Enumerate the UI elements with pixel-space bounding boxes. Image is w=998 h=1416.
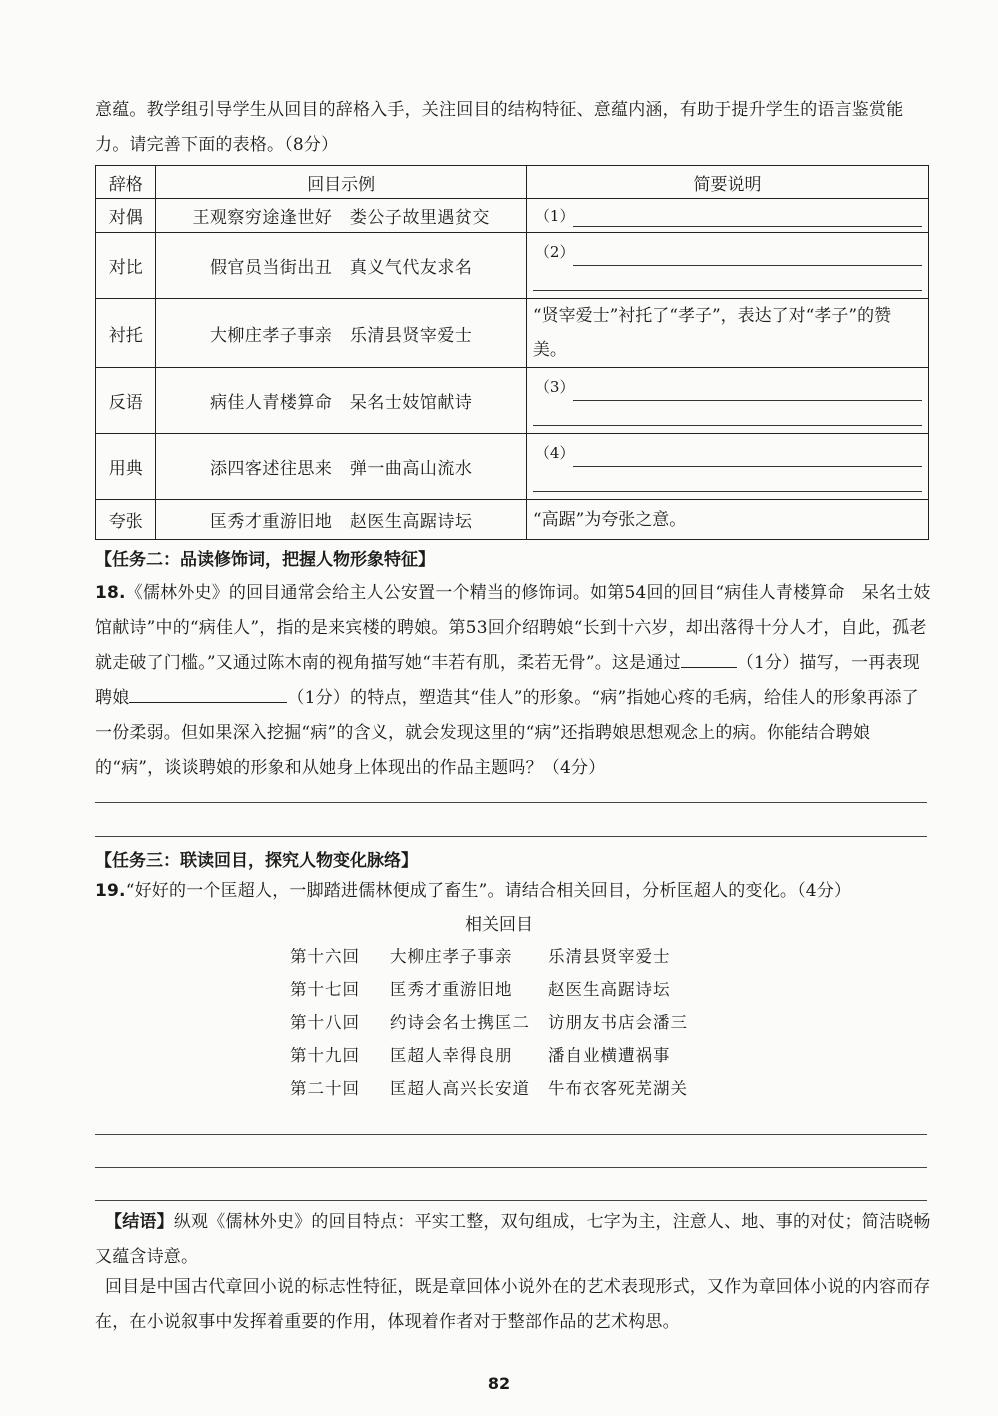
chapter-title-b: 牛布衣客死芜湖关: [548, 1079, 688, 1098]
answer-blank[interactable]: [533, 467, 922, 492]
fill-blank-1[interactable]: [681, 649, 737, 668]
table-row: [96, 368, 929, 434]
chapter-number: 第二十回: [290, 1079, 360, 1098]
question-19-text: “好好的一个匡超人，一脚踏进儒林便成了畜生”。请结合相关回目，分析匡超人的变化。（4分）: [125, 881, 852, 901]
question-18-text-2: （1分）描写，一再表现聘娘: [95, 653, 920, 708]
chapter-title-a: 大柳庄孝子事亲: [390, 947, 513, 966]
table-row: [96, 434, 929, 500]
figure-cell: 夸张: [96, 500, 156, 540]
chapter-number: 第十六回: [290, 947, 360, 966]
chapter-title-b: 访朋友书店会潘三: [548, 1013, 688, 1032]
table-row: [96, 199, 929, 233]
example-cell: 假官员当街出丑 真义气代友求名: [156, 233, 526, 299]
example-cell: 大柳庄孝子事亲 乐清县贤宰爱士: [156, 299, 526, 368]
blank-label: （3）: [534, 378, 575, 396]
chapter-title-a: 匡超人高兴长安道: [390, 1079, 530, 1098]
note-cell: “贤宰爱士”衬托了“孝子”，表达了对“孝子”的赞美。: [526, 299, 928, 368]
chapter-item: [290, 943, 671, 967]
question-number: 19.: [95, 881, 126, 901]
answer-line[interactable]: [95, 1167, 927, 1168]
example-cell: 添四客述往思来 弹一曲高山流水: [156, 434, 526, 500]
table-row: [96, 500, 929, 540]
figure-cell: 衬托: [96, 299, 156, 368]
question-18-text-3: （1分）的特点，塑造其“佳人”的形象。“病”指她心疼的毛病，给佳人的形象再添了一份柔弱。但如果深入挖掘“病”的含义，就会发现这里的“病”还指聘娘思想观念上的病。你能结合聘娘的“病”，谈谈聘娘的形象和从她身上体现出的作品主题吗？（4分）: [95, 688, 919, 778]
task2-heading: 【任务二：品读修饰词，把握人物形象特征】: [95, 550, 435, 570]
chapter-number: 第十七回: [290, 980, 360, 999]
answer-line[interactable]: [95, 836, 927, 837]
chapter-title-b: 乐清县贤宰爱士: [548, 947, 671, 966]
answer-cell-1[interactable]: [526, 199, 928, 233]
question-19: [95, 874, 933, 909]
answer-blank[interactable]: [533, 266, 922, 291]
answer-cell-4[interactable]: [526, 434, 928, 500]
chapter-title-b: 赵医生高踞诗坛: [548, 980, 671, 999]
question-18-text-1: 《儒林外史》的回目通常会给主人公安置一个精当的修饰词。如第54回的回目“病佳人青楼算命 呆名士妓馆献诗”中的“病佳人”，指的是来宾楼的聘娘。第53回介绍聘娘“长到十六岁，却出落得十分人才，自此，孤老就走破了门槛。”又通过陈木南的视角描写她“丰若有肌，柔若无骨”。这是通过: [95, 583, 931, 673]
answer-blank[interactable]: [533, 401, 922, 426]
intro-paragraph: 意蕴。教学组引导学生从回目的辞格入手，关注回目的结构特征、意蕴内涵，有助于提升学生的语言鉴赏能力。请完善下面的表格。（8分）: [95, 100, 904, 155]
conclusion-paragraph-1: [95, 1205, 933, 1275]
example-cell: 匡秀才重游旧地 赵医生高踞诗坛: [156, 500, 526, 540]
chapter-number: 第十八回: [290, 1013, 360, 1032]
answer-line[interactable]: [95, 1200, 927, 1201]
table-row: [96, 299, 929, 368]
chapter-title-b: 潘自业横遭祸事: [548, 1046, 671, 1065]
figure-cell: 用典: [96, 434, 156, 500]
figure-cell: 对比: [96, 233, 156, 299]
answer-line[interactable]: [95, 1134, 927, 1135]
answer-blank[interactable]: [573, 204, 922, 227]
chapter-title-a: 匡秀才重游旧地: [390, 980, 513, 999]
figure-cell: 对偶: [96, 199, 156, 233]
page-number: 82: [487, 1374, 511, 1393]
blank-label: （1）: [534, 207, 575, 225]
header-example: 回目示例: [156, 166, 526, 199]
table-row: [96, 233, 929, 299]
chapter-title-a: 匡超人幸得良朋: [390, 1046, 513, 1065]
example-cell: 王观察穷途逢世好 娄公子故里遇贫交: [156, 199, 526, 233]
task3-heading: 【任务三：联读回目，探究人物变化脉络】: [95, 851, 418, 871]
note-cell: “高踞”为夸张之意。: [526, 500, 928, 540]
rhetoric-table: [95, 165, 929, 540]
fill-blank-2[interactable]: [129, 684, 287, 703]
figure-cell: 反语: [96, 368, 156, 434]
question-18: [95, 576, 933, 786]
answer-blank[interactable]: [573, 241, 922, 266]
blank-label: （2）: [534, 243, 575, 261]
answer-blank[interactable]: [573, 376, 922, 401]
question-number: 18.: [95, 583, 126, 603]
conclusion-label: 【结语】: [105, 1212, 174, 1232]
header-note: 简要说明: [526, 166, 928, 199]
header-figure: 辞格: [96, 166, 156, 199]
blank-label: （4）: [534, 444, 575, 462]
chapter-number: 第十九回: [290, 1046, 360, 1065]
example-cell: 病佳人青楼算命 呆名士妓馆献诗: [156, 368, 526, 434]
related-chapters-title: 相关回目: [465, 915, 533, 935]
conclusion-text-1: 纵观《儒林外史》的回目特点：平实工整，双句组成，七字为主，注意人、地、事的对仗；简洁晓畅又蕴含诗意。: [95, 1212, 931, 1267]
chapter-item: [290, 1009, 688, 1033]
conclusion-paragraph-2: 回目是中国古代章回小说的标志性特征，既是章回体小说外在的艺术表现形式，又作为章回体小说的内容而存在，在小说叙事中发挥着重要的作用，体现着作者对于整部作品的艺术构思。: [95, 1277, 931, 1332]
chapter-item: [290, 1075, 688, 1099]
chapter-title-a: 约诗会名士携匡二: [390, 1013, 530, 1032]
answer-blank[interactable]: [573, 442, 922, 467]
answer-line[interactable]: [95, 802, 927, 803]
answer-cell-2[interactable]: [526, 233, 928, 299]
table-header-row: [96, 166, 929, 199]
answer-cell-3[interactable]: [526, 368, 928, 434]
chapter-item: [290, 1042, 671, 1066]
chapter-item: [290, 976, 671, 1000]
